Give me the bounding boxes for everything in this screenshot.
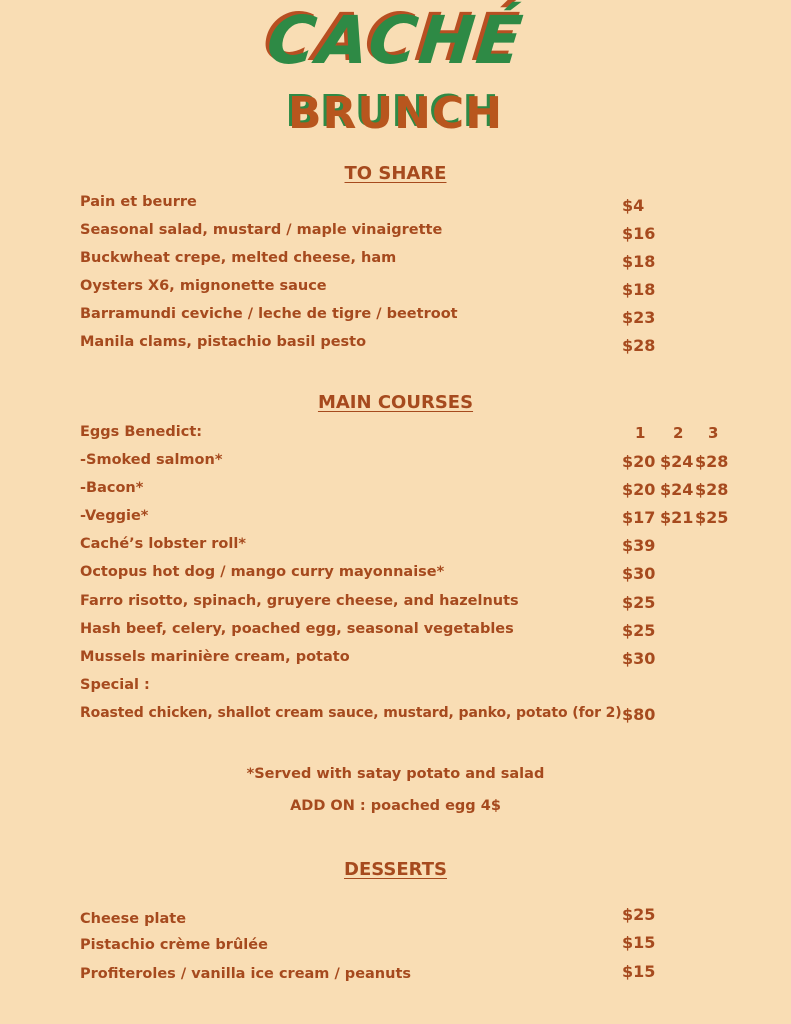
menu-item-price: $17 [622,508,656,527]
menu-item-price: $30 [622,564,656,583]
qty-header: 1 [635,424,646,442]
qty-header: 2 [673,424,684,442]
menu-item-name: Caché’s lobster roll* [80,536,246,552]
menu-item-price: $28 [695,452,729,471]
eggs-benedict-label: Eggs Benedict: [80,424,203,440]
menu-item-price: $24 [660,480,694,499]
menu-item-price: $80 [622,705,656,724]
menu-item-price: $24 [660,452,694,471]
menu-item-price: $20 [622,452,656,471]
menu-item-price: $25 [622,905,656,924]
menu-item-price: $21 [660,508,694,527]
section-title-to-share: TO SHARE [344,163,447,184]
special-label: Special : [80,677,150,693]
menu-item-name: Mussels marinière cream, potato [80,649,350,665]
menu-item-price: $25 [695,508,729,527]
menu-item-price: $18 [622,252,656,271]
menu-item-name: -Veggie* [80,508,149,524]
logo-brunch: BRUNCH [287,88,504,139]
menu-item-name: Seasonal salad, mustard / maple vinaigrette [80,222,443,238]
menu-item-name: Oysters X6, mignonette sauce [80,278,327,294]
section-title-desserts: DESSERTS [344,859,447,880]
menu-item-name: Pain et beurre [80,194,197,210]
menu-item-name: Profiteroles / vanilla ice cream / peanuts [80,966,412,982]
add-on-note: ADD ON : poached egg 4$ [290,798,501,814]
menu-item-name: Barramundi ceviche / leche de tigre / beetroot [80,306,458,322]
menu-item-price: $15 [622,962,656,981]
menu-item-price: $4 [622,196,645,215]
section-title-main-courses: MAIN COURSES [317,392,474,413]
menu-item-price: $25 [622,593,656,612]
logo-cache: CACHÉ [263,2,528,79]
menu-item-name: Farro risotto, spinach, gruyere cheese, and hazelnuts [80,593,519,609]
menu-item-price: $16 [622,224,656,243]
menu-item-price: $20 [622,480,656,499]
menu-item-name: Roasted chicken, shallot cream sauce, mustard, panko, potato (for 2) [80,705,622,721]
menu-item-name: -Smoked salmon* [80,452,223,468]
menu-item-name: -Bacon* [80,480,144,496]
menu-item-price: $30 [622,649,656,668]
served-with-note: *Served with satay potato and salad [246,766,545,782]
menu-item-name: Manila clams, pistachio basil pesto [80,334,367,350]
menu-item-price: $18 [622,280,656,299]
menu-item-name: Cheese plate [80,911,187,927]
menu-item-price: $23 [622,308,656,327]
menu-item-name: Hash beef, celery, poached egg, seasonal vegetables [80,621,514,637]
menu-item-name: Octopus hot dog / mango curry mayonnaise* [80,564,445,580]
menu-item-price: $15 [622,933,656,952]
menu-item-price: $39 [622,536,656,555]
menu-item-price: $28 [695,480,729,499]
menu-item-name: Pistachio crème brûlée [80,937,268,953]
menu-item-price: $25 [622,621,656,640]
menu-item-name: Buckwheat crepe, melted cheese, ham [80,250,397,266]
menu-item-price: $28 [622,336,656,355]
qty-header: 3 [708,424,719,442]
